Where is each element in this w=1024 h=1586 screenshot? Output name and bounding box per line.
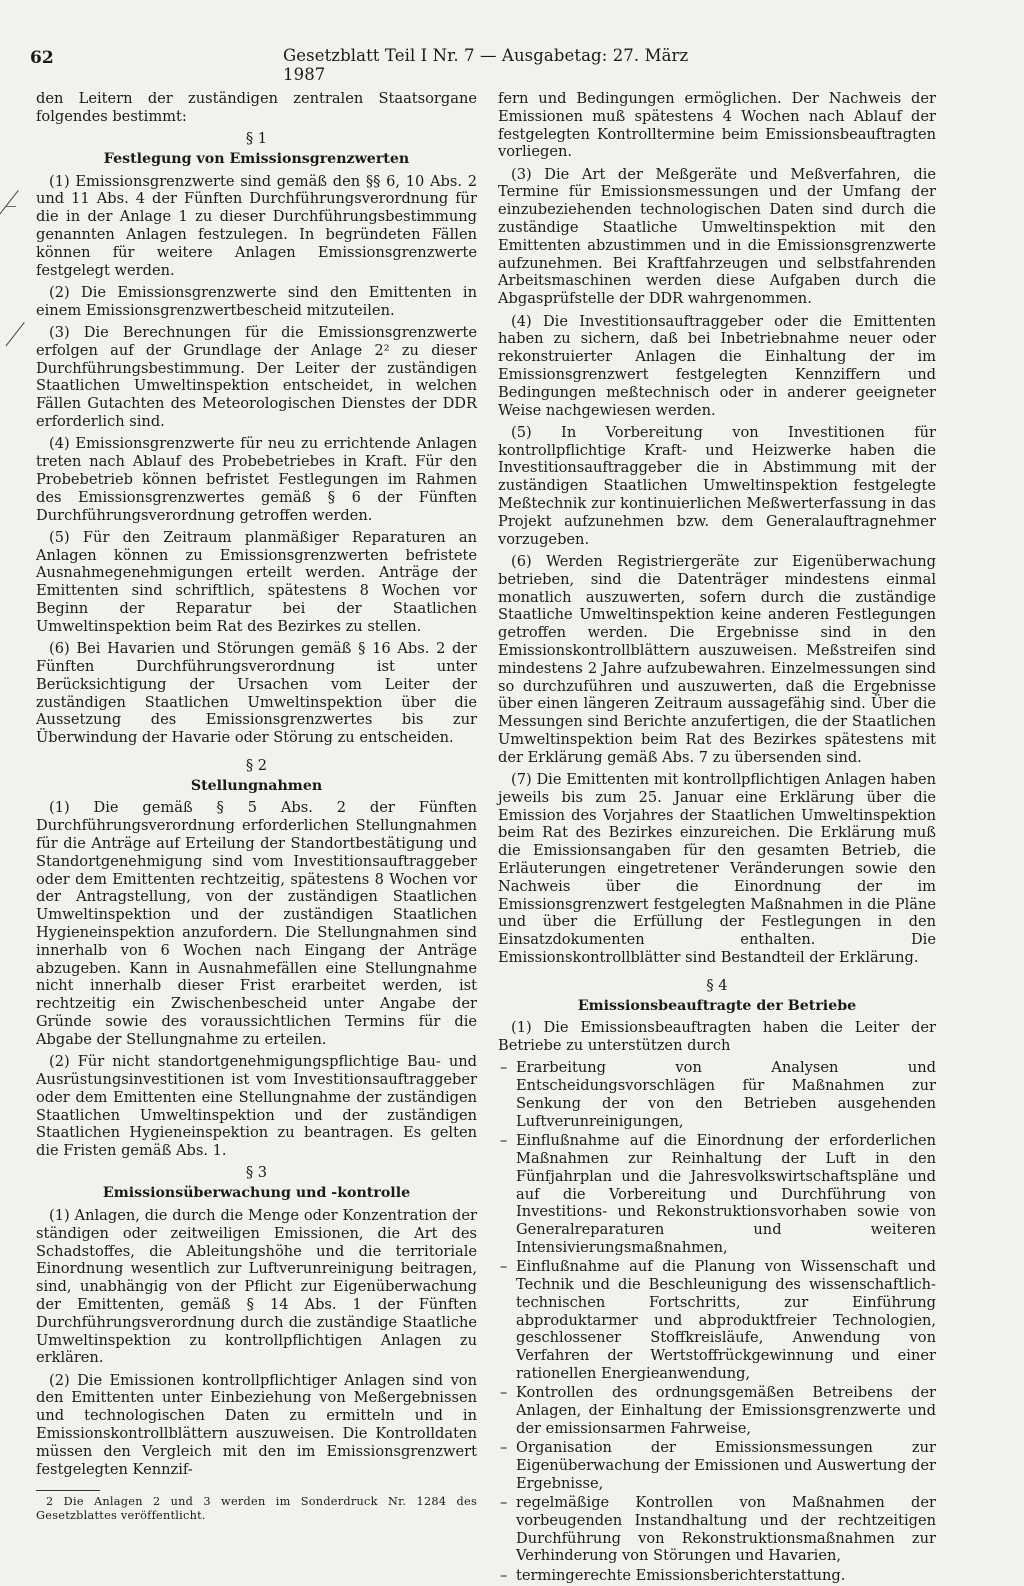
paragraph: (3) Die Berechnungen für die Emissionsgrenzwerte erfolgen auf der Grundlage der Anlage 2² zu dieser Durchführungsbestimmung. Der Leiter der zuständigen Staatlichen Umweltinspektion entscheidet, in welchen Fällen Gutachten des Meteorologischen Dienstes der DDR erforderlich sind. [36,324,477,431]
section-4-number: § 4 [706,976,728,994]
page-number: 62 [30,48,54,68]
section-2-title: Stellungnahmen [190,777,323,794]
continued-paragraph: fern und Bedingungen ermöglichen. Der Nachweis der Emissionen muß spätestens 4 Wochen nach Ablauf der festgelegten Kontrolltermine beim Emissionsbeauftragten vorliegen. [498,90,936,161]
paragraph: (1) Die gemäß § 5 Abs. 2 der Fünften Durchführungsverordnung erforderlichen Stellungnahmen für die Anträge auf Erteilung der Standortbestätigung und Standortgenehmigung sind vom Investitionsauftraggeber oder dem Emittenten rechtzeitig, spätestens 8 Wochen vor der Antragstellung, von der zuständigen Staatlichen Umweltinspektion und der zuständigen Staatlichen Hygieneinspektion anzufordern. Die Stellungnahmen sind innerhalb von 6 Wochen nach Eingang der Anträge abzugeben. Kann in Ausnahmefällen eine Stellungnahme nicht innerhalb dieser Frist erarbeitet werden, ist rechtzeitig ein Zwischenbescheid unter Angabe der Gründe sowie des voraussichtlichen Termins für die Abgabe der Stellungnahme zu erteilen. [36,799,477,1048]
paragraph: (2) Die Emissionen kontrollpflichtiger Anlagen sind von den Emittenten unter Einbeziehung von Meßergebnissen und technologischen Daten zu ermitteln und in Emissionskontrollblättern auszuweisen. Die Kontrolldaten müssen den Vergleich mit den im Emissionsgrenzwert festgelegten Kennzif- [36,1371,477,1478]
intro-text: den Leitern der zuständigen zentralen Staatsorgane folgendes bestimmt: [36,90,477,125]
paragraph: (1) Anlagen, die durch die Menge oder Konzentration der ständigen oder zeitweiligen Emissionen, die Art des Schadstoffes, die Ableitungshöhe und die territoriale Einordnung wesentlich zur Luftverunreinigung beitragen, sind, unabhängig von der Pflicht zur Eigenüberwachung der Emittenten, gemäß § 14 Abs. 1 der Fünften Durchführungsverordnung durch die zuständige Staatliche Umweltinspektion zu kontrollpflichtigen Anlagen zu erklären. [36,1207,477,1367]
margin-pencil-mark [6,322,25,346]
paragraph: (2) Die Emissionsgrenzwerte sind den Emittenten in einem Emissionsgrenzwertbescheid mitzuteilen. [36,283,477,319]
section-1-title: Festlegung von Emissionsgrenzwerten [103,150,410,167]
list-item: – Erarbeitung von Analysen und Entscheidungsvorschlägen für Maßnahmen zur Senkung der von den Betrieben ausgehenden Luftverunreinigungen, [498,1059,936,1130]
paragraph: (5) Für den Zeitraum planmäßiger Reparaturen an Anlagen können zu Emissionsgrenzwerten befristete Ausnahmegenehmigungen erteilt werden. Anträge der Emittenten sind schriftlich, spätestens 8 Wochen vor Beginn der Reparatur bei der Staatlichen Umweltinspektion beim Rat des Bezirkes zu stellen. [36,528,477,635]
list-item: – Organisation der Emissionsmessungen zur Eigenüberwachung der Emissionen und Auswertung der Ergebnisse, [498,1439,936,1492]
margin-pencil-dash [6,206,16,207]
paragraph: (7) Die Emittenten mit kontrollpflichtigen Anlagen haben jeweils bis zum 25. Januar eine Erklärung über die Emission des Vorjahres der Staatlichen Umweltinspektion beim Rat des Bezirkes einzureichen. Die Erklärung muß die Emissionsangaben für den gesamten Betrieb, die Erläuterungen eingetretener Veränderungen sowie den Nachweis über die Einordnung der im Emissionsgrenzwert festgelegten Maßnahmen in die Pläne und über die Erfüllung der Festlegungen in den Einsatzdokumenten enthalten. Die Emissionskontrollblätter sind Bestandteil der Erklärung. [498,770,936,966]
list-item: – Einflußnahme auf die Planung von Wissenschaft und Technik und die Beschleunigung des wissenschaftlich-technischen Fortschritts, zur Einführung abproduktarmer und abproduktfreier Technologien, geschlossener Stoffkreisläufe, Anwendung von Verfahren der Wertstoffrückgewinnung und einer rationellen Energieanwendung, [498,1258,936,1383]
paragraph: (6) Bei Havarien und Störungen gemäß § 16 Abs. 2 der Fünften Durchführungsverordnung ist unter Berücksichtigung der Ursachen vom Leiter der zuständigen Staatlichen Umweltinspektion über die Aussetzung des Emissionsgrenzwertes bis zur Überwindung der Havarie oder Störung zu entscheiden. [36,640,477,747]
section-2-number: § 2 [245,756,268,774]
section-3-number: § 3 [245,1164,268,1182]
paragraph: (4) Die Investitionsauftraggeber oder die Emittenten haben zu sichern, daß bei Inbetriebnahme neuer oder rekonstruierter Anlagen die Einhaltung der im Emissionsgrenzwert festgelegten Kennziffern und Bedingungen meßtechnisch oder in anderer geeigneter Weise nachgewiesen werden. [498,312,936,419]
list-item: – Einflußnahme auf die Einordnung der erforderlichen Maßnahmen zur Reinhaltung der Luft in den Fünfjahrplan und die Jahresvolkswirtschaftspläne und auf die Vorbereitung und Durchführung von Investitions- und Rekonstruktionsvorhaben sowie von Generalreparaturen und weiteren Intensivierungsmaßnahmen, [498,1132,936,1257]
list-item: – regelmäßige Kontrollen von Maßnahmen der vorbeugenden Instandhaltung und der rechtzeitigen Durchführung von Rekonstruktionsmaßnahmen zur Verhinderung von Störungen und Havarien, [498,1494,936,1565]
duties-list [498,1059,936,1584]
left-column [36,90,477,1527]
right-column [498,90,936,1586]
page-header [30,44,730,84]
section-1-number: § 1 [245,130,268,148]
paragraph: (1) Die Emissionsbeauftragten haben die Leiter der Betriebe zu unterstützen durch [498,1019,936,1055]
paragraph: (5) In Vorbereitung von Investitionen für kontrollpflichtige Kraft- und Heizwerke haben die Investitionsauftraggeber die in Abstimmung mit der zuständigen Staatlichen Umweltinspektion festgelegte Meßtechnik zur kontinuierlichen Meßwerterfassung in das Projekt aufzunehmen bzw. dem Generalauftragnehmer vorzugeben. [498,423,936,548]
running-title: Gesetzblatt Teil I Nr. 7 — Ausgabetag: 27. März 1987 [283,46,689,84]
list-item: – Kontrollen des ordnungsgemäßen Betreibens der Anlagen, der Einhaltung der Emissionsgrenzwerte und der emissionsarmen Fahrweise, [498,1384,936,1437]
list-item: – termingerechte Emissionsberichterstattung. [498,1567,936,1585]
section-3-title: Emissionsüberwachung und -kontrolle [102,1185,411,1202]
paragraph: (2) Für nicht standortgenehmigungspflichtige Bau- und Ausrüstungsinvestitionen ist vom Investitionsauftraggeber oder dem Emittenten eine Stellungnahme der zuständigen Staatlichen Umweltinspektion und der zuständigen Staatlichen Hygieneinspektion zu beantragen. Es gelten die Fristen gemäß Abs. 1. [36,1053,477,1160]
margin-pencil-mark [0,190,19,214]
paragraph: (4) Emissionsgrenzwerte für neu zu errichtende Anlagen treten nach Ablauf des Probebetriebes in Kraft. Für den Probebetrieb können befristet Festlegungen im Rahmen des Emissionsgrenzwertes gemäß § 6 der Fünften Durchführungsverordnung getroffen werden. [36,435,477,524]
paragraph: (3) Die Art der Meßgeräte und Meßverfahren, die Termine für Emissionsmessungen und der Umfang der einzubeziehenden technologischen Daten sind durch die zuständige Staatliche Umweltinspektion mit den Emittenten abzustimmen und in die Emissionsgrenzwerte aufzunehmen. Bei Kraftfahrzeugen und selbstfahrenden Arbeitsmaschinen werden diese Aufgaben durch die Abgasprüfstelle der DDR wahrgenommen. [498,165,936,308]
section-4-title: Emissionsbeauftragte der Betriebe [577,997,857,1014]
paragraph: (1) Emissionsgrenzwerte sind gemäß den §§ 6, 10 Abs. 2 und 11 Abs. 4 der Fünften Durchführungsverordnung für die in der Anlage 1 zu dieser Durchführungsbestimmung genannten Anlagen festzulegen. In begründeten Fällen können für weitere Anlagen Emissionsgrenzwerte festgelegt werden. [36,172,477,279]
paragraph: (6) Werden Registriergeräte zur Eigenüberwachung betrieben, sind die Datenträger mindestens einmal monatlich auszuwerten, sofern durch die zuständige Staatliche Umweltinspektion keine anderen Festlegungen getroffen werden. Die Ergebnisse sind in den Emissionskontrollblättern auszuweisen. Meßstreifen sind mindestens 2 Jahre aufzubewahren. Einzelmessungen sind so durchzuführen und auszuwerten, daß die Ergebnisse über einen längeren Zeitraum aussagefähig sind. Über die Messungen sind Berichte anzufertigen, die der Staatlichen Umweltinspektion beim Rat des Bezirkes spätestens mit der Erklärung gemäß Abs. 7 zu übersenden sind. [498,552,936,766]
footnote: 2 Die Anlagen 2 und 3 werden im Sonderdruck Nr. 1284 des Gesetzblattes veröffentlicht. [36,1495,477,1522]
footnote-rule [36,1490,100,1491]
